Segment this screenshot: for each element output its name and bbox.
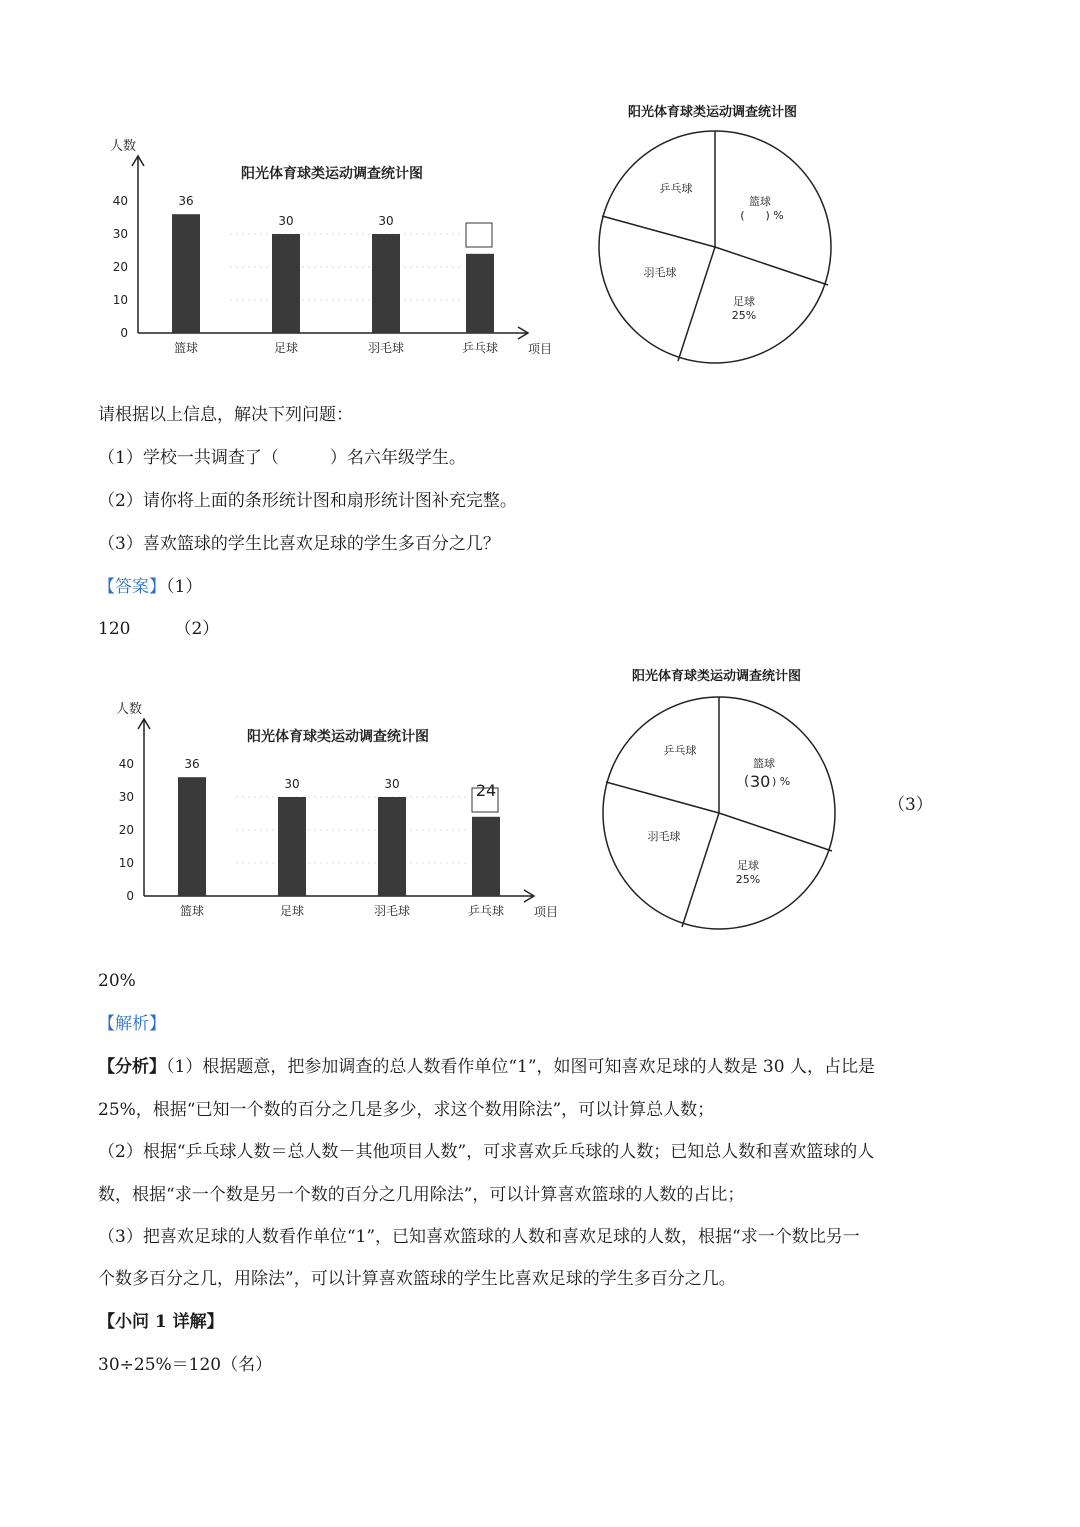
answer-part-2: （2）	[174, 619, 220, 639]
x-axis-label: 项目	[534, 905, 559, 919]
detail-tag: 【小问 1 详解】	[98, 1312, 224, 1332]
analysis-1b: 25%，根据“已知一个数的百分之几是多少，求这个数用除法”，可以计算总人数；	[98, 1100, 715, 1120]
bar-0	[178, 777, 206, 896]
pie-label-pingpong: 乒乓球	[659, 182, 693, 195]
blank-answer-box	[466, 223, 492, 247]
y-tick-label: 30	[118, 790, 134, 804]
x-tick-label: 足球	[273, 341, 299, 355]
pie-label-football-pct: 25%	[731, 309, 757, 322]
bar-value-label: 24	[475, 780, 497, 800]
y-tick-label: 10	[112, 293, 128, 307]
x-tick-label: 羽毛球	[373, 904, 411, 918]
y-tick-label: 0	[126, 889, 134, 903]
pie-label-pct-open: (	[744, 774, 750, 789]
bar-1	[272, 234, 300, 333]
x-tick-label: 篮球	[179, 904, 205, 918]
y-tick-label: 10	[118, 856, 134, 870]
x-tick-label: 篮球	[173, 341, 199, 355]
pie-label-badminton: 羽毛球	[647, 830, 681, 843]
pie-label-basketball-pct: ( ) %	[740, 209, 784, 222]
answer-120-line	[98, 617, 219, 641]
pie-label-football-pct: 25%	[735, 873, 761, 886]
chart-title: 阳光体育球类运动调查统计图	[247, 729, 429, 745]
y-tick-label: 40	[118, 757, 134, 771]
bar-value-label: 30	[278, 214, 294, 228]
answer-120: 120	[98, 619, 131, 639]
answer-line	[98, 575, 202, 599]
intro-text: 请根据以上信息，解决下列问题：	[98, 405, 353, 425]
y-tick-label: 30	[112, 227, 128, 241]
answer-tag: 【答案】	[98, 577, 166, 597]
chart-title: 阳光体育球类运动调查统计图	[241, 166, 423, 182]
bar-value-label: 30	[384, 777, 400, 791]
bar-value-label: 36	[178, 194, 194, 209]
bar-value-label: 36	[184, 757, 200, 772]
answer-part-1: （1）	[166, 577, 203, 597]
pie-title-1: 阳光体育球类运动调查统计图	[628, 105, 798, 120]
y-tick-label: 0	[120, 326, 128, 340]
pie-divider	[602, 216, 715, 247]
analysis-2a: （2）根据“乒乓球人数＝总人数－其他项目人数”，可求喜欢乒乓球的人数；已知总人数和喜欢篮球的人	[98, 1142, 875, 1162]
pie-divider	[715, 247, 828, 285]
analysis-1a	[98, 1055, 875, 1079]
analysis-2b: 数，根据“求一个数是另一个数的百分之几用除法”，可以计算喜欢篮球的人数的占比；	[98, 1185, 745, 1205]
x-axis-label: 项目	[528, 342, 553, 356]
pie-title-2: 阳光体育球类运动调查统计图	[632, 669, 802, 684]
x-tick-label: 乒乓球	[467, 904, 505, 918]
pie-label-football: 足球	[737, 859, 759, 872]
bar-1	[278, 797, 306, 896]
pie-label-pct-close: ) %	[772, 775, 791, 788]
answer-20: 20%	[98, 971, 136, 991]
bar-2	[378, 797, 406, 896]
x-tick-label: 足球	[279, 904, 305, 918]
question-1: （1）学校一共调查了（ ）名六年级学生。	[98, 448, 466, 468]
pie-label-basketball: 篮球	[753, 757, 775, 770]
pie-chart-2	[600, 694, 838, 932]
pie-divider	[678, 247, 715, 361]
x-tick-label: 乒乓球	[461, 341, 499, 355]
question-2: （2）请你将上面的条形统计图和扇形统计图补充完整。	[98, 491, 517, 511]
bar-value-label: 30	[378, 214, 394, 228]
bar-chart-1	[100, 130, 570, 365]
y-tick-label: 20	[112, 260, 128, 274]
y-tick-label: 20	[118, 823, 134, 837]
analysis-head: 【分析】	[98, 1057, 166, 1077]
detail-equation: 30÷25%＝120（名）	[98, 1355, 273, 1375]
answer-part-3: （3）	[888, 795, 933, 815]
y-axis-label: 人数	[110, 139, 137, 154]
pie-divider	[682, 813, 719, 927]
analysis-3a: （3）把喜欢足球的人数看作单位“1”，已知喜欢篮球的人数和喜欢足球的人数，根据“求一个数比另一	[98, 1227, 860, 1247]
pie-label-pingpong: 乒乓球	[663, 744, 697, 757]
y-tick-label: 40	[112, 194, 128, 208]
pie-divider	[606, 782, 719, 813]
analysis-tag: 【解析】	[98, 1014, 166, 1034]
bar-chart-2	[106, 693, 576, 928]
bar-2	[372, 234, 400, 333]
analysis-3b: 个数多百分之几，用除法”，可以计算喜欢篮球的学生比喜欢足球的学生多百分之几。	[98, 1269, 736, 1289]
bar-value-label: 30	[284, 777, 300, 791]
pie-divider	[719, 813, 832, 851]
analysis-1a-text: （1）根据题意，把参加调查的总人数看作单位“1”，如图可知喜欢足球的人数是 30 人，占比是	[166, 1057, 875, 1077]
y-axis-label: 人数	[116, 702, 143, 717]
pie-label-basketball: 篮球	[749, 195, 771, 208]
question-3: （3）喜欢篮球的学生比喜欢足球的学生多百分之几？	[98, 534, 500, 554]
pie-label-football: 足球	[733, 295, 755, 308]
pie-chart-1	[596, 128, 834, 366]
bar-3	[466, 254, 494, 333]
pie-label-basketball-pct: 30	[750, 772, 771, 791]
bar-0	[172, 214, 200, 333]
x-tick-label: 羽毛球	[367, 341, 405, 355]
pie-label-badminton: 羽毛球	[643, 266, 677, 279]
bar-3	[472, 817, 500, 896]
